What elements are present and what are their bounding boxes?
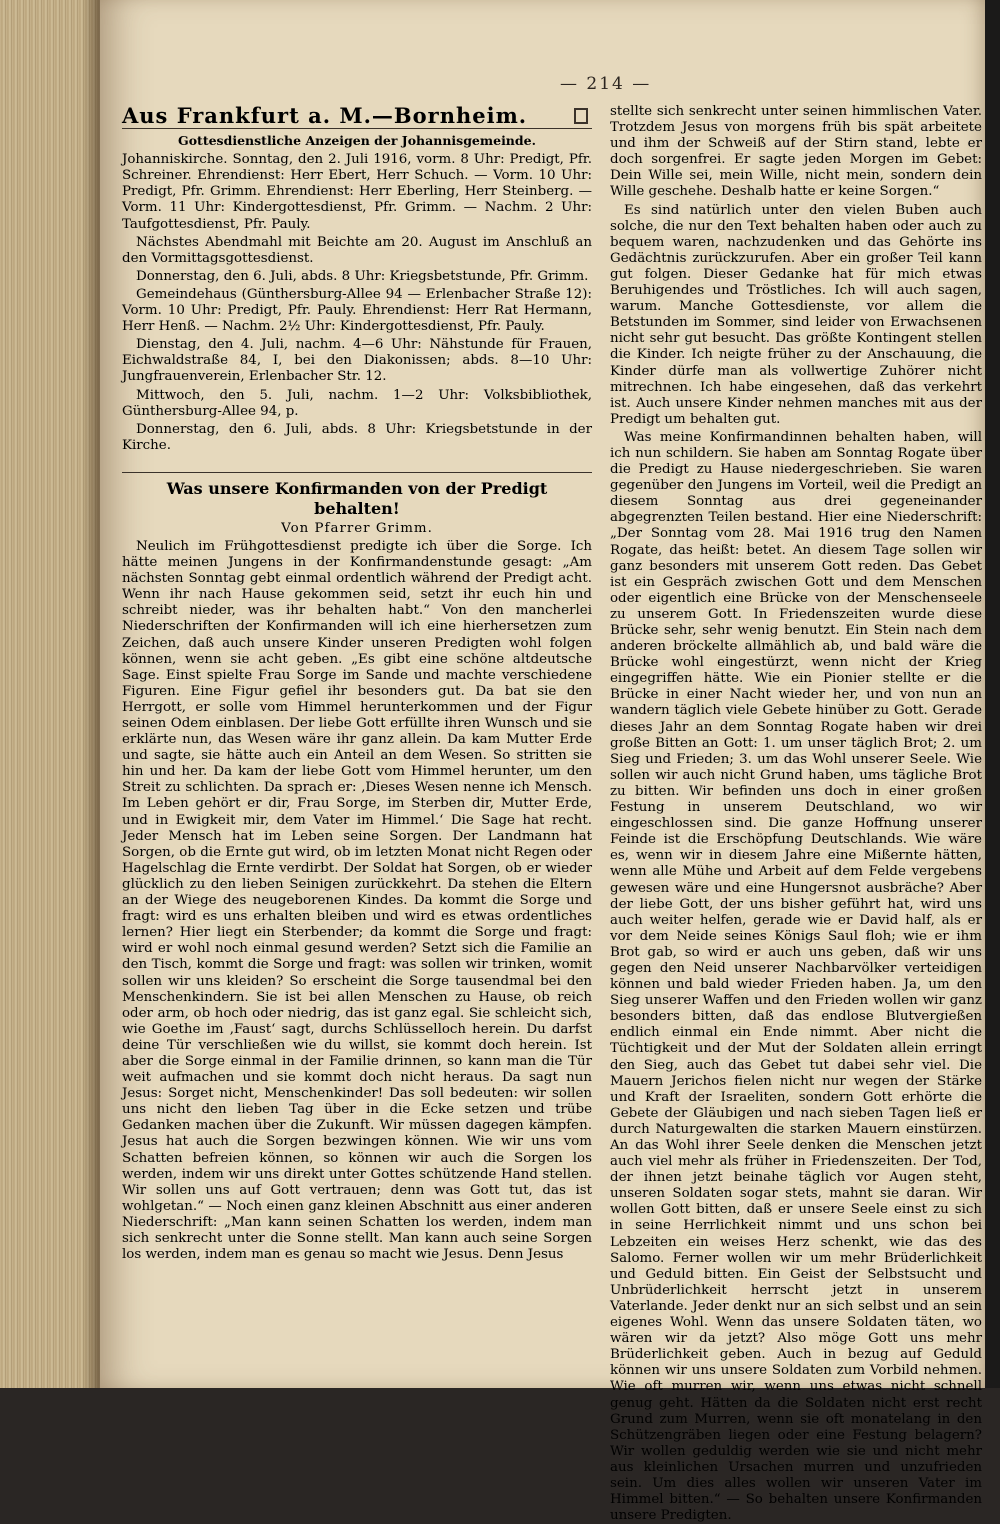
masthead-title: Aus Frankfurt a. M.—Bornheim. [122,103,528,128]
notice-paragraph: Donnerstag, den 6. Juli, abds. 8 Uhr: Kriegsbetstunde in der Kirche. [122,421,592,453]
notice-paragraph: Nächstes Abendmahl mit Beichte am 20. August im Anschluß an den Vormittagsgottesdienst. [122,234,592,266]
notice-paragraph: Gemeindehaus (Günthersburg-Allee 94 — Erlenbacher Straße 12): Vorm. 10 Uhr: Predigt, Pfr. Pauly. Ehrendienst: Herr Rat Hermann, Herr Henß. — Nachm. 2½ Uhr: Kindergottesdienst, Pfr. Pauly. [122,286,592,335]
notice-paragraph: Johanniskirche. Sonntag, den 2. Juli 1916, vorm. 8 Uhr: Predigt, Pfr. Schreiner. Ehrendienst: Herr Ebert, Herr Schuch. — Vorm. 10 Uhr: Predigt, Pfr. Grimm. Ehrendienst: Herr Eberling, Herr Steinberg. — Vorm. 11 Uhr: Kindergottesdienst, Pfr. Grimm. — Nachm. 2 Uhr: Taufgottesdienst, Pfr. Pauly. [122,152,592,232]
article-paragraph: Es sind natürlich unter den vielen Buben auch solche, die nur den Text behalten haben oder auch zu bequem waren, nachzudenken und das Gehörte ins Gedächtnis zurückzurufen. Aber ein großer Teil kann gut folgen. Dieser Gedanke hat für mich etwas Beruhigendes und Tröstliches. Ich will auch sagen, warum. Manche Gottesdienste, vor allem die Betstunden im Sommer, sind leider von Erwachsenen nicht sehr gut besucht. Das größte Kontingent stellen die Kinder. Ich neigte früher zu der Anschauung, die Kinder dürfe man als vollwertige Zuhörer nicht mitrechnen. Ich habe eingesehen, daß das verkehrt ist. Auch unsere Kinder nehmen manches mit aus der Predigt um behalten gut. [610,202,982,427]
article-paragraph: Neulich im Frühgottesdienst predigte ich über die Sorge. Ich hätte meinen Jungens in der Konfirmandenstunde gesagt: „Am nächsten Sonntag gebt einmal ordentlich während der Predigt acht. Wenn ihr nach Hause gekommen seid, setzt ihr euch hin und schreibt nieder, was ihr behalten habt.“ Von den mancherlei Niederschriften der Konfirmanden will ich eine hierhersetzen zum Zeichen, daß auch unsere Kinder unseren Predigten wohl folgen können, wenn sie acht geben. „Es gibt eine schöne altdeutsche Sage. Einst spielte Frau Sorge im Sande und machte verschiedene Figuren. Eine Figur gefiel ihr besonders gut. Da bat sie den Herrgott, er solle vom Himmel herunterkommen und der Figur seinen Odem einblasen. Der liebe Gott erfüllte ihren Wunsch und sie erklärte nun, das Wesen wäre ihr ganz allein. Da kam Mutter Erde und sagte, sie hätte auch ein Anteil an dem Wesen. So stritten sie hin und her. Da kam der liebe Gott vom Himmel herunter, um den Streit zu schlichten. Da sprach er: ‚Dieses Wesen nenne ich Mensch. Im Leben gehört er dir, Frau Sorge, im Sterben dir, Mutter Erde, und in Ewigkeit mir, dem Vater im Himmel.‘ Die Sage hat recht. Jeder Mensch hat im Leben seine Sorgen. Der Landmann hat Sorgen, ob die Ernte gut wird, ob im letzten Monat nicht Regen oder Hagelschlag die Ernte verdirbt. Der Soldat hat Sorgen, ob er wieder glücklich zu den lieben Seinigen zurückkehrt. Da stehen die Eltern an der Wiege des neugeborenen Kindes. Da kommt die Sorge und fragt: wird es uns erhalten bleiben und wird es etwas ordentliches lernen? Hier liegt ein Sterbender; da kommt die Sorge und fragt: wird er wohl noch einmal gesund werden? Setzt sich die Familie an den Tisch, kommt die Sorge und fragt: was sollen wir trinken, womit sollen wir uns kleiden? So erscheint die Sorge tausendmal bei den Menschenkindern. Sie ist bei allen Menschen zu Hause, ob reich oder arm, ob hoch oder niedrig, das ist ganz egal. Sie schleicht sich, wie Goethe im ‚Faust‘ sagt, durchs Schlüsselloch herein. Du darfst deine Tür verschließen wie du willst, sie kommt doch herein. Ist aber die Sorge einmal in der Familie drinnen, so kann man die Tür weit aufmachen und sie kommt doch nicht heraus. Da sagt nun Jesus: Sorget nicht, Menschenkinder! Das soll bedeuten: wir sollen uns nicht den lieben Tag über in die Ecke setzen und trübe Gedanken machen über die Zukunft. Wir müssen dagegen kämpfen. Jesus hat auch die Sorgen bezwingen können. Wie wir uns vom Schatten befreien können, so können wir auch die Sorgen los werden, indem wir uns direkt unter Gottes schützende Hand stellen. Wir sollen uns auf Gott vertrauen; denn was Gott tut, das ist wohlgetan.“ — Noch einen ganz kleinen Abschnitt aus einer anderen Niederschrift: „Man kann seinen Schatten los werden, indem man sich senkrecht unter die Sonne stellt. Man kann auch seine Sorgen los werden, indem man es genau so macht wie Jesus. Denn Jesus [122,538,592,1263]
square-ornament-icon [574,108,588,124]
article-paragraph: Was meine Konfirmandinnen behalten haben, will ich nun schildern. Sie haben am Sonntag Rogate über die Predigt zu Hause niedergeschrieben. Sie waren gegenüber den Jungens im Vorteil, weil die Predigt an diesem Sonntag aus drei gegeneinander abgegrenzten Teilen bestand. Hier eine Niederschrift: „Der Sonntag vom 28. Mai 1916 trug den Namen Rogate, das heißt: betet. An diesem Tage sollen wir ganz besonders mit unserem Gott reden. Das Gebet ist ein Gespräch zwischen Gott und dem Menschen oder eigentlich eine Brücke von der Menschenseele zu unserem Gott. In Friedenszeiten wurde diese Brücke sehr, sehr wenig benutzt. Ein Stein nach dem anderen bröckelte allmählich ab, und bald wäre die Brücke wohl eingestürzt, wenn nicht der Krieg eingegriffen hätte. Wie ein Pionier stellte er die Brücke in einer Nacht wieder her, und von nun an wandern täglich viele Gebete hinüber zu Gott. Gerade dieses Jahr an dem Sonntag Rogate haben wir drei große Bitten an Gott: 1. um unser täglich Brot; 2. um Sieg und Frieden; 3. um das Wohl unserer Seele. Wie sollen wir auch nicht Grund haben, ums tägliche Brot zu bitten. Wir befinden uns doch in einer großen Festung in unserem Deutschland, wo wir eingeschlossen sind. Die ganze Hoffnung unserer Feinde ist die Erschöpfung Deutschlands. Wie wäre es, wenn wir in diesem Jahre eine Mißernte hätten, wenn alle Mühe und Arbeit auf dem Felde vergebens gewesen wäre und eine Hungersnot ausbräche? Aber der liebe Gott, der uns bisher geführt hat, wird uns auch weiter helfen, gerade wie er David half, als er vor dem Neide seines Königs Saul floh; wie er ihm Brot gab, so wird er auch uns geben, daß wir uns gegen den Neid unserer Nachbarvölker verteidigen können und bald wieder Frieden haben. Ja, um den Sieg unserer Waffen und den Frieden wollen wir ganz besonders bitten, daß das endlose Blutvergießen endlich einmal ein Ende nimmt. Aber nicht die Tüchtigkeit und der Mut der Soldaten allein erringt den Sieg, auch das Gebet tut dabei sehr viel. Die Mauern Jerichos fielen nicht nur wegen der Stärke und Kraft der Israeliten, sondern Gott erhörte die Gebete der Gläubigen und nach sieben Tagen ließ er durch Naturgewalten die starken Mauern einstürzen. An das Wohl ihrer Seele denken die Menschen jetzt auch viel mehr als früher in Friedenszeiten. Der Tod, der ihnen jetzt beinahe täglich vor Augen steht, unseren Soldaten sogar stets, mahnt sie daran. Wir wollen Gott bitten, daß er unsere Seele einst zu sich in seine Herrlichkeit nimmt und uns schon bei Lebzeiten ein weises Herz schenkt, wie das des Salomo. Ferner wollen wir um mehr Brüderlichkeit und Geduld bitten. Ein Geist der Selbstsucht und Unbrüderlichkeit herrscht jetzt in unserem Vaterlande. Jeder denkt nur an sich selbst und an sein eigenes Wohl. Wenn das unsere Soldaten täten, wo wären wir da jetzt? Also möge Gott uns mehr Brüderlichkeit geben. Auch in bezug auf Geduld können wir uns unsere Soldaten zum Vorbild nehmen. Wie oft murren wir, wenn uns etwas nicht schnell genug geht. Hätten da die Soldaten nicht erst recht Grund zum Murren, wenn sie oft monatelang in den Schützengräben liegen oder eine Festung belagern? Wir wollen geduldig werden wie sie und nicht mehr aus kleinlichen Ursachen murren und unzufrieden sein. Um dies alles wollen wir unseren Vater im Himmel bitten.“ — So behalten unsere Konfirmanden unsere Predigten. [610,429,982,1524]
notice-paragraph: Donnerstag, den 6. Juli, abds. 8 Uhr: Kriegsbetstunde, Pfr. Grimm. [136,268,589,284]
masthead [122,103,592,129]
article-byline: Von Pfarrer Grimm. [281,520,433,536]
notice-paragraph: Mittwoch, den 5. Juli, nachm. 1—2 Uhr: Volksbibliothek, Günthersburg-Allee 94, p. [122,387,592,419]
right-column [610,104,982,1524]
page-number: — 214 — [560,74,652,94]
notice-paragraph: Dienstag, den 4. Juli, nachm. 4—6 Uhr: Nähstunde für Frauen, Eichwaldstraße 84, I, bei den Diakonissen; abds. 8—10 Uhr: Jungfrauenverein, Erlenbacher Str. 12. [122,337,592,385]
article-paragraph: stellte sich senkrecht unter seinen himmlischen Vater. Trotzdem Jesus von morgens früh bis spät arbeitete und ihm der Schweiß auf der Stirn stand, lebte er doch sorgenfrei. Er sagte jeden Morgen im Gebet: Dein Wille sei, mein Wille, nicht mein, sondern dein Wille geschehe. Deshalb hatte er keine Sorgen.“ [610,104,982,200]
article-heading: Was unsere Konfirmanden von der Predigt behalten! [122,472,592,519]
book-page-edges [0,0,100,1388]
left-column [122,104,592,1284]
notices-heading: Gottesdienstliche Anzeigen der Johannisgemeinde. [178,133,536,149]
